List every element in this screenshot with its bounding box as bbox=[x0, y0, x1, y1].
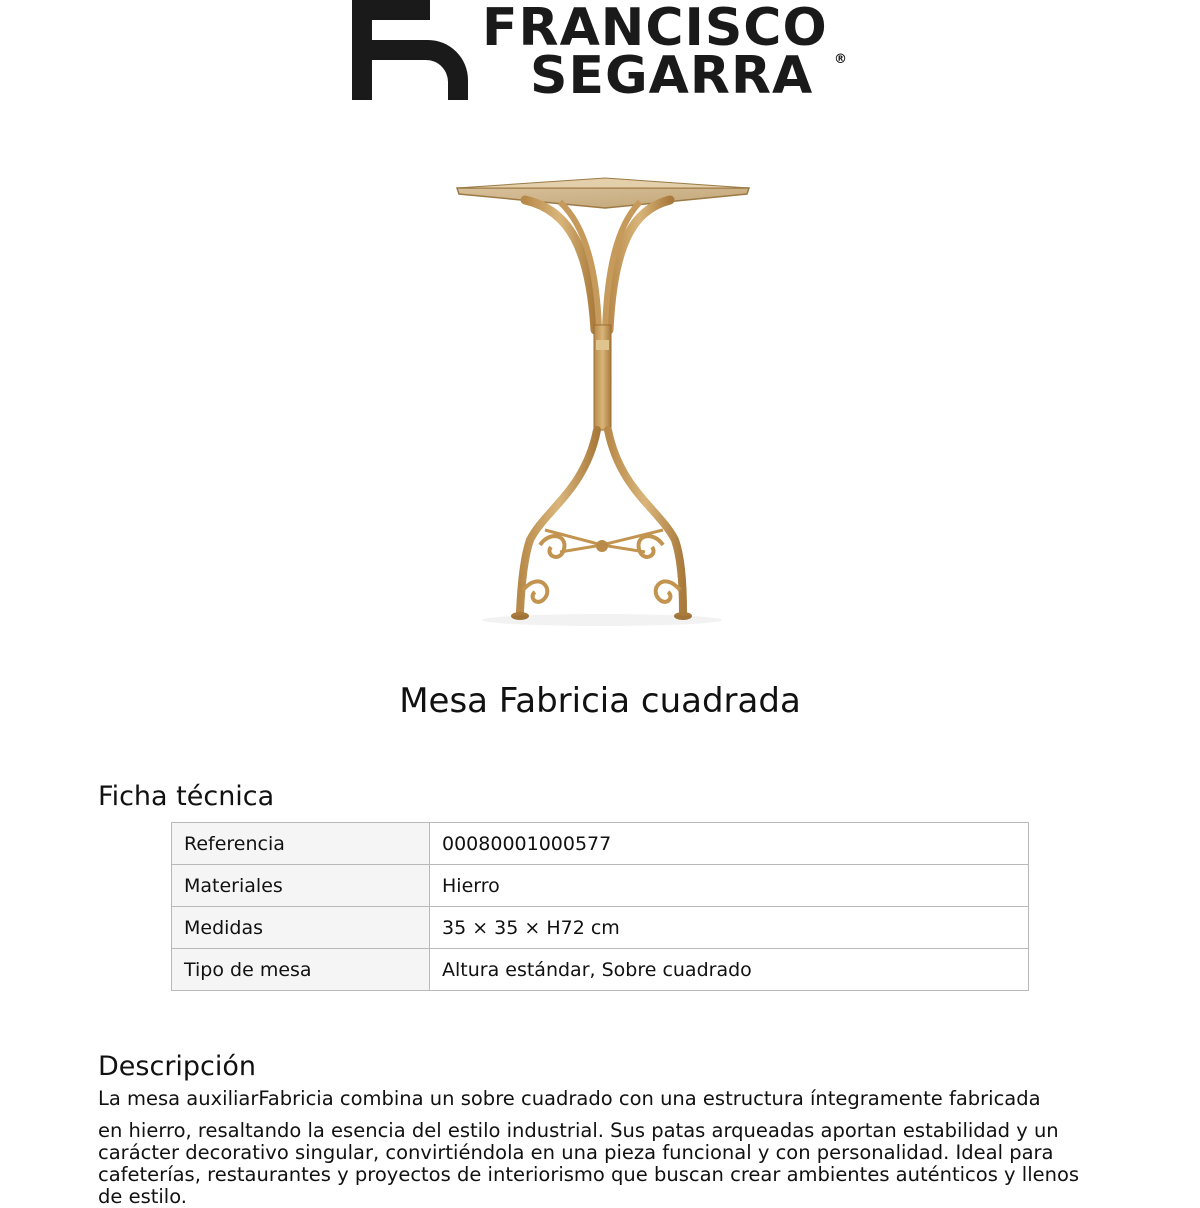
brand-name-line1: FRANCISCO bbox=[482, 0, 828, 58]
spec-table bbox=[171, 822, 1029, 991]
description-text bbox=[98, 1088, 1108, 1208]
product-title: Mesa Fabricia cuadrada bbox=[399, 681, 801, 721]
spec-label: Medidas bbox=[172, 907, 430, 949]
spec-value: 00080001000577 bbox=[430, 823, 1029, 865]
brand-logo bbox=[350, 0, 850, 106]
description-title: Descripción bbox=[98, 1051, 257, 1082]
table-row bbox=[172, 949, 1029, 991]
brand-name-line2: SEGARRA bbox=[530, 46, 814, 106]
product-image bbox=[345, 150, 857, 650]
ficha-title: Ficha técnica bbox=[98, 781, 275, 812]
spec-value: Altura estándar, Sobre cuadrado bbox=[430, 949, 1029, 991]
spec-value: Hierro bbox=[430, 865, 1029, 907]
table-row bbox=[172, 823, 1029, 865]
table-icon bbox=[457, 178, 749, 626]
description-line-1: La mesa auxiliarFabricia combina un sobre cuadrado con una estructura íntegramente fabricada bbox=[98, 1087, 1041, 1110]
spec-label: Referencia bbox=[172, 823, 430, 865]
brand-monogram-icon bbox=[350, 0, 470, 100]
spec-label: Materiales bbox=[172, 865, 430, 907]
table-row bbox=[172, 865, 1029, 907]
registered-mark: ® bbox=[834, 52, 847, 67]
spec-label: Tipo de mesa bbox=[172, 949, 430, 991]
spec-value: 35 × 35 × H72 cm bbox=[430, 907, 1029, 949]
description-line-2: en hierro, resaltando la esencia del estilo industrial. Sus patas arqueadas aportan estabilidad y un carácter decorativo singular, convirtiéndola en una pieza funcional y con personalidad. Ideal para cafeterías, restaurantes y proyectos de interiorismo que buscan crear ambientes auténticos y llenos de estilo. bbox=[98, 1119, 1080, 1208]
table-row bbox=[172, 907, 1029, 949]
